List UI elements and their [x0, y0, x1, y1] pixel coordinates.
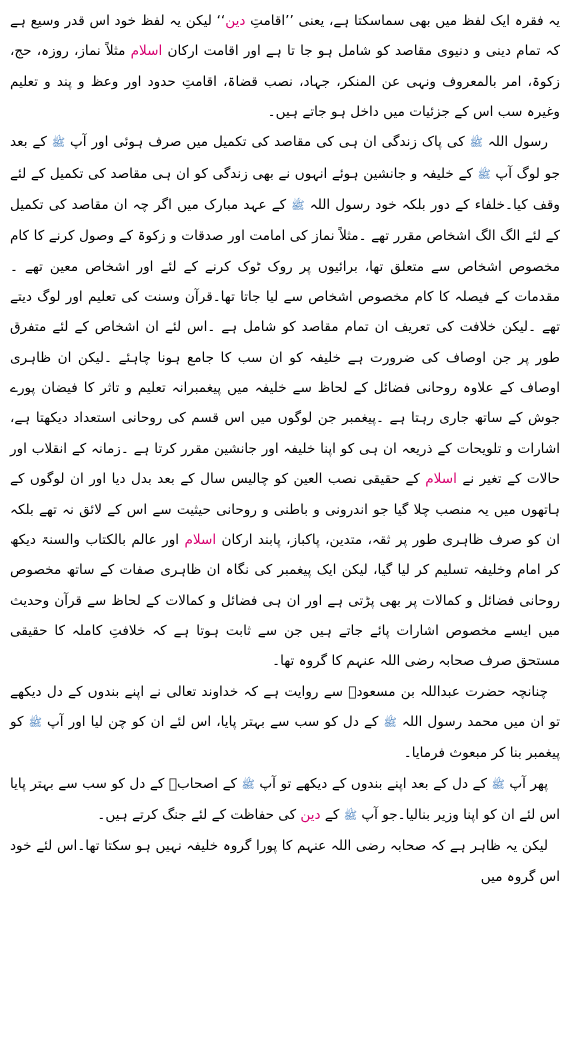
- text-run: کے دل کو سب سے بہتر پایا، اس لئے ان کو چن لیا اور آپ: [41, 713, 384, 730]
- salutation-glyph: ﷺ: [291, 199, 305, 213]
- text-run: ‘‘ لیکن یہ لفظ خود اس قدر وسیع ہے کہ تمام دینی و دنیوی مقاصد کو شامل ہو جا تا ہے اور اقامت ارکان: [10, 13, 560, 60]
- text-run: کے بعد جو لوگ آپ: [10, 134, 560, 182]
- highlighted-term: دین: [300, 806, 321, 823]
- salutation-glyph: ﷺ: [383, 715, 397, 729]
- text-run: رسول اللہ: [482, 134, 548, 151]
- highlighted-term: اسلام: [425, 471, 457, 488]
- salutation-glyph: ﷺ: [241, 777, 255, 791]
- paragraph: [10, 677, 560, 769]
- text-run: کی پاک زندگی ان ہی کی مقاصد کی تکمیل میں صرف ہوئی اور آپ: [65, 134, 470, 151]
- paragraph: [10, 831, 560, 892]
- highlighted-term: دین: [225, 13, 246, 29]
- text-run: کے عہد مبارک میں اگر چہ ان مقاصد کی تکمیل کے لئے الگ الگ اشخاص مقرر تھے ۔مثلاً نماز کی امامت اور صدقات و زکوۃ کے وصول کرنے کا کام مخصوص اشخاص سے متعلق تھا، برائیوں پر روک ٹوک کرنے کے لئے اور اشخاص معین تھے ۔مقدمات کے فیصلہ کا کام مخصوص اشخاص سے لیا جاتا تھا۔قرآن وسنت کی تعلیم اور لوگ دیتے تھے ۔لیکن خلافت کی تعریف ان تمام مقاصد کو شامل ہے ۔اس لئے ان اشخاص کے لئے متفرق طور پر جن اوصاف کی ضرورت ہے خلیفہ کو ان سب کا جامع ہونا چاہئے ۔لیکن ان ظاہری اوصاف کے علاوہ روحانی فضائل کے لحاظ سے خلیفہ میں پیغمبرانہ تعلیم و تاثر کا فیضان پورے جوش کے ساتھ جاری رہتا ہے ۔پیغمبر جن لوگوں میں اس قسم کی روحانی استعداد دیکھتا ہے، اشارات و تلویحات کے ذریعہ ان ہی کو اپنا خلیفہ اور جانشین مقرر کرتا ہے ۔زمانہ کے انقلاب اور حالات کے تغیر نے: [10, 197, 560, 488]
- salutation-glyph: ﷺ: [28, 715, 42, 729]
- text-run: کے اصحابؓ کے دل کو سب سے بہتر پایا اس لئے ان کو اپنا وزیر بنالیا۔جو آپ: [10, 775, 560, 823]
- text-run: کے حقیقی نصب العین کو چالیس سال کے بعد بدل دیا اور ان لوگوں کے ہاتھوں میں یہ منصب چلا گیا جو اندرونی و باطنی و روحانی حیثیت سے اس کے لائق نہ تھے بلکہ ان کو صرف ظاہری طور پر ثقہ، متدین، پاکباز، پابند ارکان: [10, 471, 560, 548]
- text-run: لیکن یہ ظاہر ہے کہ صحابہ رضی اللہ عنہم کا پورا گروہ خلیفہ نہیں ہو سکتا تھا۔اس لئے خود اس گروہ میں: [10, 838, 560, 885]
- salutation-glyph: ﷺ: [343, 808, 357, 822]
- highlighted-term: اسلام: [130, 43, 163, 60]
- text-run: پھر آپ: [504, 775, 548, 792]
- text-run: کے خلیفہ و جانشین ہوئے انہوں نے بھی زندگی کو ان ہی مقاصد کی تکمیل کے لئے وقف کیا۔خلفاء کے دور بلکہ خود رسول اللہ: [10, 165, 560, 214]
- highlighted-term: اسلام: [184, 531, 217, 548]
- salutation-glyph: ﷺ: [491, 777, 505, 791]
- text-run: کے: [320, 806, 344, 823]
- paragraph: [10, 6, 560, 127]
- text-run: چنانچہ حضرت عبداللہ بن مسعودؓ سے روایت ہے کہ خداوند تعالی نے اپنے بندوں کے دل دیکھے تو ان میں محمد رسول اللہ: [10, 683, 560, 730]
- paragraph: [10, 127, 560, 676]
- salutation-glyph: ﷺ: [469, 136, 483, 150]
- text-run: کو پیغمبر بنا کر مبعوث فرمایا۔: [10, 713, 560, 762]
- text-run: اور عالم بالکتاب والسنۃ دیکھ کر امام وخلیفہ تسلیم کر لیا گیا، لیکن ایک پیغمبر کی نگاہ ان ظاہری صفات کے ساتھ مخصوص روحانی فضائل و کمالات پر بھی پڑتی ہے اور ان ہی فضائل و کمالات کے لحاظ سے قرآن وحدیث میں ایسے مخصوص اشارات پائے جاتے ہیں جن سے ثابت ہوتا ہے کہ خلافتِ کاملہ کا حقیقی مستحق صرف صحابہ رضی اللہ عنہم کا گروہ تھا۔: [10, 531, 560, 670]
- text-run: مثلاً نماز، روزہ، حج، زکوۃ، امر بالمعروف ونہی عن المنکر، جہاد، نصب قضاۃ، اقامتِ حدود اور وعظ و پند و تعلیم وغیرہ سب اس کے جزئیات میں داخل ہو جاتے ہیں۔: [10, 43, 560, 121]
- text-run: کے دل کے بعد اپنے بندوں کے دیکھے تو آپ: [254, 775, 492, 792]
- salutation-glyph: ﷺ: [51, 136, 66, 150]
- text-run: کی حفاظت کے لئے جنگ کرتے ہیں۔: [97, 806, 301, 823]
- text-run: یہ فقرہ ایک لفظ میں بھی سماسکتا ہے، یعنی ’’اقامتِ: [245, 13, 561, 29]
- salutation-glyph: ﷺ: [477, 167, 491, 181]
- paragraph: [10, 769, 560, 832]
